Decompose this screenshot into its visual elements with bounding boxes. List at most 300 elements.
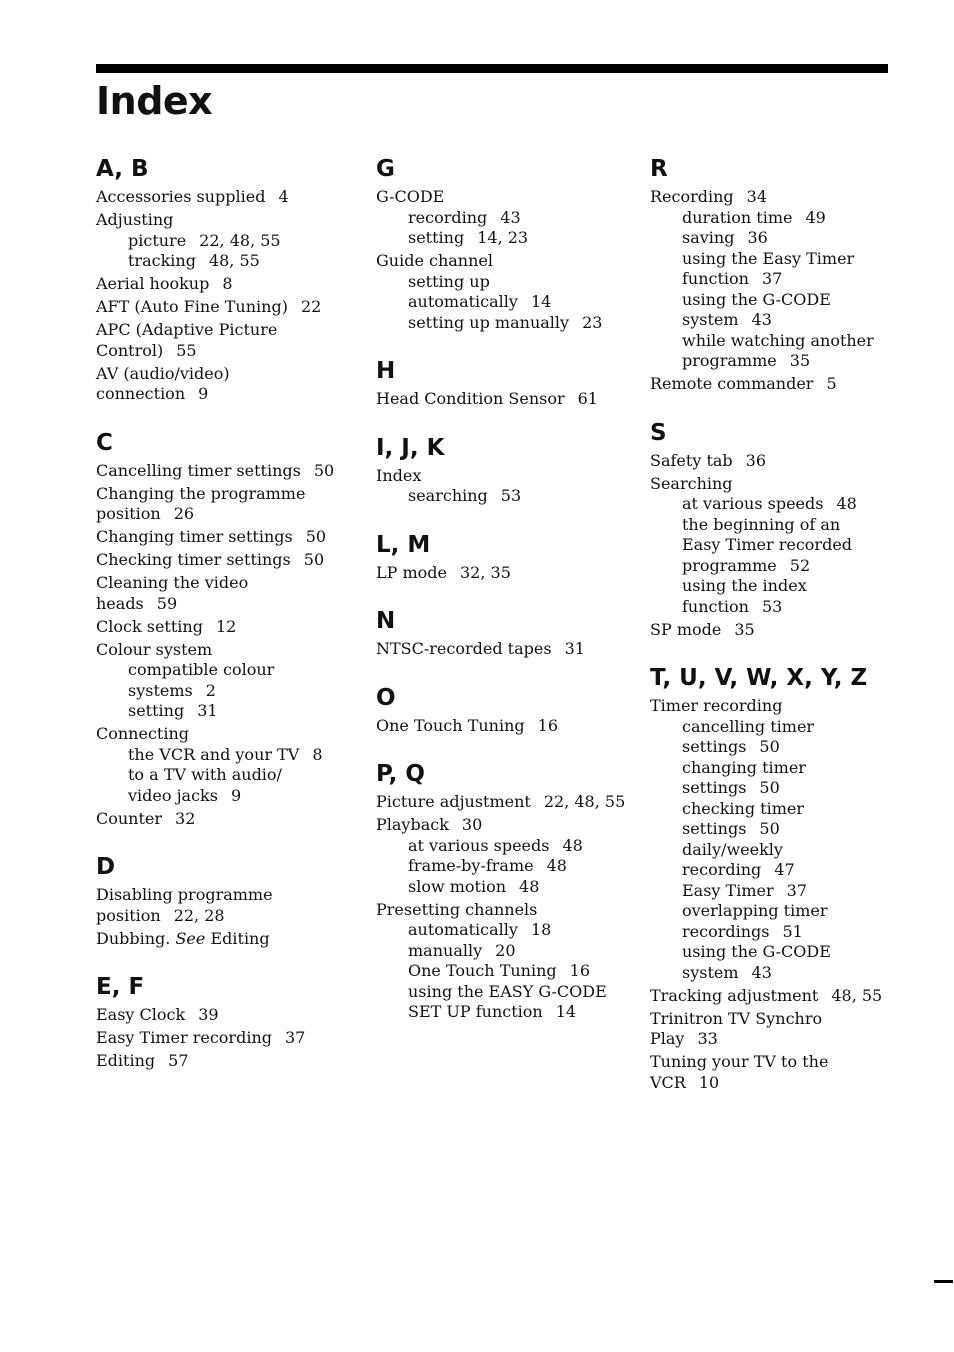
entry-term: Safety tab [650, 450, 733, 470]
index-entry [650, 1052, 930, 1093]
entry-term: Accessories supplied [96, 187, 266, 206]
index-section [376, 605, 631, 660]
page-number: 31 [564, 639, 585, 658]
index-entry-line [96, 617, 351, 638]
page-number: 14 [530, 292, 552, 311]
page-number: 9 [230, 785, 242, 805]
entry-term: frame-by-frame [408, 856, 534, 875]
index-entry [376, 815, 631, 897]
entry-term: system [682, 962, 739, 982]
page-number: 50 [305, 527, 327, 546]
index-entry-line [96, 364, 351, 385]
index-entry [96, 550, 351, 571]
entry-term: Play [650, 1029, 685, 1048]
section-heading: R [650, 156, 668, 182]
index-entry [96, 809, 351, 830]
index-subentry-line [376, 941, 631, 962]
entry-term: setting [128, 701, 185, 720]
index-subentry-line [96, 765, 351, 786]
page-number: 26 [173, 504, 195, 523]
entry-term: slow motion [408, 876, 507, 896]
index-subentry-line [376, 208, 631, 229]
page-number: 34 [746, 187, 768, 206]
entry-term: Trinitron TV Synchro [650, 1008, 823, 1028]
index-subentry-line [96, 701, 351, 722]
page-number: 4 [278, 187, 289, 206]
index-entry-line [96, 885, 351, 906]
index-entry-line [650, 187, 930, 208]
index-entry-line [650, 620, 930, 641]
index-entry [96, 1028, 351, 1049]
section-heading: E, F [96, 974, 145, 1000]
entry-term: SP mode [650, 619, 722, 639]
index-entry-line [376, 389, 631, 410]
entry-term: video jacks [128, 785, 218, 805]
index-subentry-line [96, 231, 351, 252]
section-heading: T, U, V, W, X, Y, Z [650, 665, 868, 691]
index-subentry-line [650, 556, 930, 577]
index-entry-line [376, 639, 631, 660]
index-entry-line [96, 461, 351, 482]
page-number: 37 [786, 880, 807, 900]
page-number: 32 [175, 808, 196, 828]
index-subentry-line [650, 840, 930, 861]
entry-term: SET UP function [408, 1002, 543, 1021]
entry-term: Aerial hookup [96, 274, 210, 293]
index-entry-line [96, 906, 351, 927]
index-entry-line [96, 341, 351, 362]
index-entry [376, 716, 631, 737]
entry-term: Easy Clock [96, 1005, 186, 1024]
entry-term: cancelling timer [682, 716, 815, 736]
entry-term: Recording [650, 187, 734, 206]
entry-term: Dubbing. [96, 928, 171, 948]
entry-term: changing timer [682, 757, 806, 777]
page-title: Index [96, 79, 213, 123]
page-number: 16 [569, 961, 590, 980]
entry-term: Guide channel [376, 251, 493, 270]
page-number: 23 [582, 312, 603, 332]
index-subentry-line [376, 877, 631, 898]
section-heading: N [376, 608, 396, 634]
index-entry [96, 461, 351, 482]
page-number: 50 [759, 737, 780, 756]
entry-term: daily/weekly [682, 839, 783, 859]
entry-term: function [682, 596, 749, 616]
index-column-2 [376, 153, 631, 1045]
entry-term: Changing the programme [96, 483, 306, 503]
index-entry [650, 187, 930, 372]
index-entry-line [96, 594, 351, 615]
index-subentry-line [376, 920, 631, 941]
page-number: 48 [836, 494, 857, 513]
index-subentry-line [650, 942, 930, 963]
entry-term: the VCR and your TV [128, 744, 300, 764]
index-entry-line [96, 724, 351, 745]
index-entry [650, 451, 930, 472]
entry-term: settings [682, 737, 747, 756]
page-number: 18 [530, 920, 552, 939]
index-subentry-line [96, 251, 351, 272]
page-number: 50 [303, 550, 325, 569]
page-number: 43 [751, 962, 772, 982]
page-number: 37 [284, 1028, 306, 1047]
index-section [650, 153, 930, 395]
index-entry-line [96, 527, 351, 548]
entry-term: using the G-CODE [682, 289, 831, 309]
entry-term: position [96, 504, 161, 523]
page-number: 47 [774, 860, 795, 879]
page-number: 35 [789, 351, 811, 370]
index-entry-line [650, 474, 930, 495]
page-number: 43 [500, 207, 521, 227]
index-entry-line [650, 696, 930, 717]
index-entry [96, 484, 351, 525]
section-heading: A, B [96, 156, 149, 182]
entry-term: Adjusting [96, 210, 174, 229]
page-number: 48, 55 [831, 985, 883, 1005]
section-heading: D [96, 854, 116, 880]
entry-term: Searching [650, 473, 733, 493]
entry-term: settings [682, 778, 747, 797]
index-section [376, 529, 631, 584]
index-entry [650, 986, 930, 1007]
page-number: 57 [168, 1051, 189, 1070]
page-number: 43 [751, 310, 772, 329]
entry-term: Playback [376, 815, 449, 834]
index-subentry-line [376, 313, 631, 334]
entry-term: programme [682, 351, 777, 370]
entry-term: automatically [408, 292, 518, 311]
page-number: 31 [197, 701, 218, 720]
entry-term: while watching another [682, 330, 874, 350]
page-number: 59 [156, 593, 178, 613]
index-entry [650, 620, 930, 641]
entry-term: function [682, 269, 749, 288]
entry-term: heads [96, 593, 144, 613]
index-entry [96, 320, 351, 361]
page-number: 2 [205, 680, 216, 700]
page-number: 61 [577, 389, 598, 408]
page-number: 48, 55 [208, 251, 260, 270]
index-entry-line [96, 187, 351, 208]
page-number: 53 [761, 596, 783, 616]
page-number: 32, 35 [460, 562, 511, 582]
index-subentry-line [650, 778, 930, 799]
entry-term: VCR [650, 1072, 686, 1092]
entry-term: AFT (Auto Fine Tuning) [96, 297, 288, 316]
entry-term: system [682, 310, 739, 329]
index-subentry-line [650, 881, 930, 902]
index-entry-line [650, 986, 930, 1007]
index-column-1 [96, 153, 351, 1094]
index-entry-line [96, 573, 351, 594]
section-heading: L, M [376, 531, 431, 558]
index-subentry-line [650, 717, 930, 738]
index-subentry-line [376, 228, 631, 249]
page-number: 16 [537, 715, 558, 735]
entry-term: Colour system [96, 639, 213, 659]
index-entry [96, 885, 351, 926]
section-heading: S [650, 419, 667, 446]
page-number: 22, 48, 55 [543, 792, 626, 811]
page-number: 8 [222, 274, 233, 293]
section-heading: G [376, 156, 395, 182]
page-number: 14 [555, 1002, 577, 1021]
page-number: 48 [546, 856, 567, 875]
index-entry-line [376, 251, 631, 272]
entry-term: recording [408, 207, 488, 227]
page-number: 48 [519, 876, 540, 896]
index-subentry-line [650, 515, 930, 536]
entry-term: One Touch Tuning [408, 961, 557, 980]
page-number: 50 [313, 460, 335, 480]
index-entry-line [96, 929, 351, 950]
entry-term: AV (audio/video) [96, 363, 230, 383]
page-edge-mark [934, 1280, 953, 1283]
entry-term: Checking timer settings [96, 550, 291, 569]
index-entry [96, 187, 351, 208]
index-subentry-line [650, 860, 930, 881]
index-entry-line [376, 900, 631, 921]
index-entry-line [650, 374, 930, 395]
index-entry [376, 187, 631, 249]
page-number: 9 [198, 384, 209, 403]
page-number: 33 [697, 1029, 718, 1048]
entry-term: checking timer [682, 798, 804, 818]
index-section [376, 682, 631, 737]
index-section [376, 758, 631, 1023]
index-subentry-line [376, 856, 631, 877]
entry-term: Index [376, 465, 422, 485]
entry-term: Picture adjustment [376, 792, 531, 811]
index-subentry-line [650, 799, 930, 820]
entry-term: recordings [682, 921, 770, 941]
index-entry-line [96, 320, 351, 341]
index-section [650, 662, 930, 1093]
index-entry [96, 1051, 351, 1072]
index-subentry-line [650, 922, 930, 943]
index-entry-line [650, 1029, 930, 1050]
entry-term: manually [408, 940, 483, 960]
index-entry-line [650, 1052, 930, 1073]
entry-term: Easy Timer recorded [682, 535, 853, 554]
entry-term: setting up [408, 271, 490, 291]
index-subentry-line [96, 681, 351, 702]
entry-term: G-CODE [376, 187, 445, 206]
entry-term: duration time [682, 207, 793, 227]
index-subentry-line [650, 208, 930, 229]
page-number: 37 [761, 269, 783, 288]
page-number: 14, 23 [477, 228, 529, 247]
index-subentry-line [376, 961, 631, 982]
entry-term: LP mode [376, 562, 447, 582]
index-entry [650, 696, 930, 983]
entry-term: at various speeds [682, 494, 824, 513]
index-entry [650, 1009, 930, 1050]
entry-term: systems [128, 680, 193, 700]
index-entry-line [96, 1005, 351, 1026]
index-subentry-line [650, 310, 930, 331]
index-entry [96, 617, 351, 638]
index-subentry-line [376, 836, 631, 857]
index-entry-line [650, 451, 930, 472]
index-subentry-line [650, 819, 930, 840]
index-section [96, 851, 351, 949]
entry-term: recording [682, 860, 762, 879]
entry-term: at various speeds [408, 835, 550, 855]
index-entry [96, 1005, 351, 1026]
index-section [96, 153, 351, 405]
page-number: 39 [198, 1005, 219, 1024]
index-entry [376, 251, 631, 333]
index-entry [376, 900, 631, 1023]
index-entry-line [376, 466, 631, 487]
entry-term: Editing [96, 1051, 156, 1070]
page-number: 48 [562, 835, 583, 855]
page-number: 36 [747, 228, 768, 247]
entry-term: programme [682, 555, 777, 575]
index-entry-line [650, 1073, 930, 1094]
page-number: 5 [826, 374, 837, 393]
entry-term: saving [682, 228, 735, 247]
entry-term: Connecting [96, 724, 190, 743]
entry-term: settings [682, 819, 747, 838]
index-column-3 [650, 153, 930, 1115]
index-subentry-line [96, 660, 351, 681]
index-subentry-line [650, 901, 930, 922]
index-subentry-line [376, 292, 631, 313]
index-entry-line [376, 815, 631, 836]
index-entry [650, 374, 930, 395]
index-entry [376, 466, 631, 507]
entry-term: tracking [128, 251, 196, 270]
index-entry-line [376, 187, 631, 208]
index-entry [376, 792, 631, 813]
entry-term: Cleaning the video [96, 573, 249, 592]
index-subentry-line [650, 737, 930, 758]
index-entry [96, 573, 351, 614]
entry-term: One Touch Tuning [376, 715, 525, 735]
index-section [376, 355, 631, 410]
page-number: 8 [312, 744, 323, 764]
entry-term: Control) [96, 340, 164, 360]
index-entry-line [96, 210, 351, 231]
index-subentry-line [650, 351, 930, 372]
index-section [96, 427, 351, 830]
entry-term: Presetting channels [376, 899, 538, 919]
page-number: 53 [500, 486, 522, 505]
index-entry [96, 640, 351, 722]
entry-term: Counter [96, 808, 163, 828]
index-entry-line [96, 504, 351, 525]
entry-term: Head Condition Sensor [376, 389, 565, 408]
page-number: 22, 28 [173, 905, 225, 925]
index-subentry-line [376, 982, 631, 1003]
entry-term: searching [408, 486, 488, 505]
index-entry-line [96, 1028, 351, 1049]
see-target: Editing [210, 928, 270, 948]
entry-term: compatible colour [128, 660, 275, 679]
page-number: 20 [495, 940, 516, 960]
entry-term: NTSC-recorded tapes [376, 639, 552, 658]
index-entry-line [96, 550, 351, 571]
entry-term: picture [128, 230, 187, 250]
entry-term: setting [408, 228, 465, 247]
index-subentry-line [650, 331, 930, 352]
index-subentry-line [650, 535, 930, 556]
index-entry [96, 527, 351, 548]
entry-term: Easy Timer [682, 880, 774, 900]
header-rule [96, 64, 888, 73]
page-number: 36 [745, 450, 767, 470]
index-subentry-line [650, 576, 930, 597]
entry-term: using the G-CODE [682, 942, 831, 961]
entry-term: Tuning your TV to the [650, 1052, 829, 1071]
index-subentry-line [650, 963, 930, 984]
page-number: 35 [734, 619, 755, 639]
index-section [650, 417, 930, 641]
page-number: 22 [300, 297, 322, 316]
index-entry [376, 389, 631, 410]
index-entry [96, 297, 351, 318]
page-number: 12 [215, 616, 237, 636]
section-heading: O [376, 684, 396, 711]
entry-term: Disabling programme [96, 885, 273, 904]
index-entry-line [96, 274, 351, 295]
index-entry-line [376, 792, 631, 813]
index-entry-line [96, 1051, 351, 1072]
page-number: 52 [789, 555, 811, 575]
entry-term: Easy Timer recording [96, 1028, 272, 1047]
index-section [376, 432, 631, 507]
entry-term: Cancelling timer settings [96, 460, 301, 480]
index-subentry-line [650, 269, 930, 290]
page-number: 50 [759, 778, 780, 797]
index-subentry-line [96, 745, 351, 766]
index-entry [376, 563, 631, 584]
index-entry-line [96, 297, 351, 318]
index-entry [96, 724, 351, 806]
entry-term: using the Easy Timer [682, 248, 855, 268]
index-subentry-line [650, 494, 930, 515]
index-subentry-line [376, 1002, 631, 1023]
index-entry-line [376, 563, 631, 584]
index-subentry-line [650, 597, 930, 618]
see-reference: See [175, 928, 206, 948]
page-number: 50 [759, 819, 780, 838]
index-entry-line [376, 716, 631, 737]
page-number: 55 [176, 340, 197, 360]
page-number: 22, 48, 55 [199, 230, 281, 250]
index-entry [96, 364, 351, 405]
page-number: 49 [805, 207, 826, 227]
entry-term: using the EASY G-CODE [408, 981, 607, 1001]
index-subentry-line [376, 486, 631, 507]
index-entry [650, 474, 930, 618]
section-heading: C [96, 429, 113, 456]
section-heading: I, J, K [376, 434, 445, 461]
entry-term: to a TV with audio/ [128, 765, 282, 784]
entry-term: automatically [408, 920, 518, 939]
entry-term: position [96, 905, 161, 925]
section-heading: P, Q [376, 761, 425, 787]
entry-term: using the index [682, 576, 807, 595]
index-entry-line [96, 484, 351, 505]
entry-term: Changing timer settings [96, 527, 293, 546]
index-entry-line [96, 640, 351, 661]
index-section [376, 153, 631, 333]
